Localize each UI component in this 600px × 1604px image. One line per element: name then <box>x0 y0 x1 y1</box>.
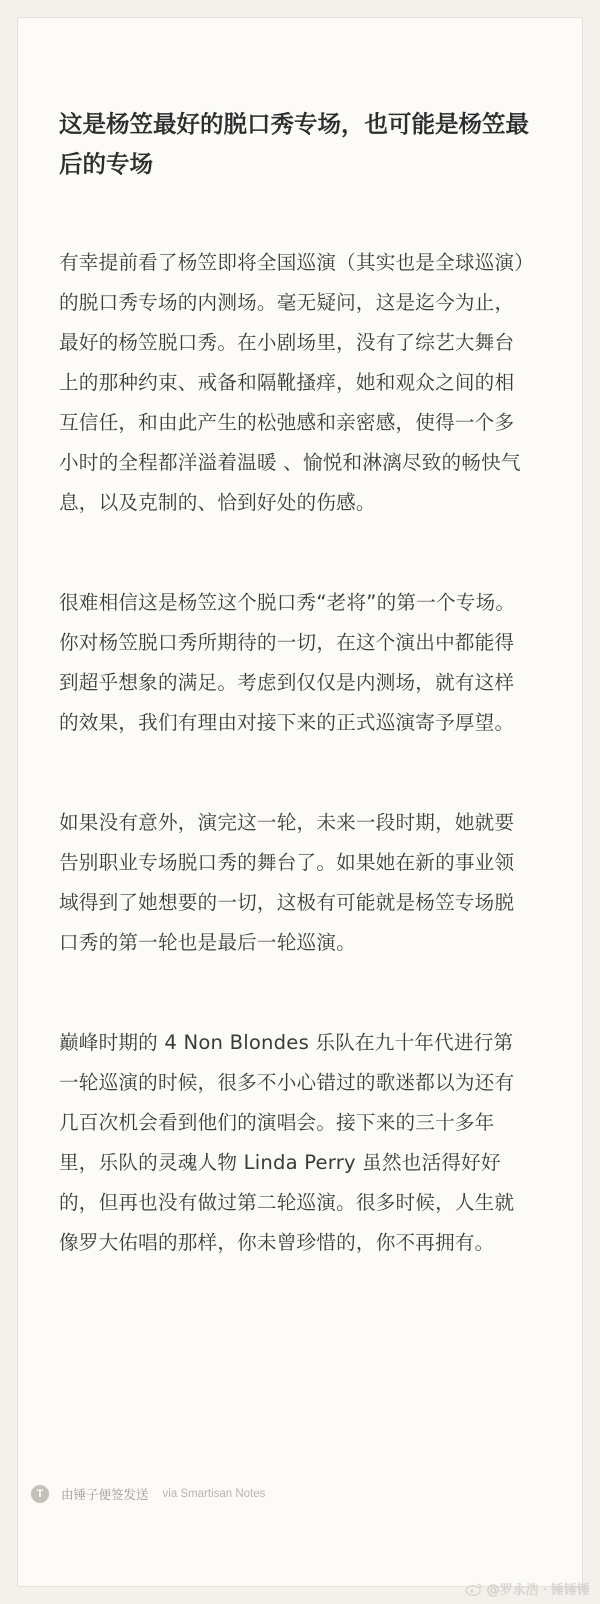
watermark-text: @罗永浩 · 锤锤锤 <box>486 1583 590 1598</box>
paragraph-1: 有幸提前看了杨笠即将全国巡演（其实也是全球巡演）的脱口秀专场的内测场。毫无疑问，这是迄今为止，最好的杨笠脱口秀。在小剧场里，没有了综艺大舞台上的那种约束、戒备和隔靴搔痒，她和观众之间的相互信任，和由此产生的松弛感和亲密感，使得一个多小时的全程都洋溢着温暖 、愉悦和淋漓尽致的畅快气息，以及克制的、恰到好处的伤感。 <box>59 251 525 514</box>
note-footer <box>31 1483 265 1505</box>
note-title: 这是杨笠最好的脱口秀专场，也可能是杨笠最后的专场 <box>59 110 529 178</box>
sent-from-label: 由锤子便签发送 <box>61 1487 149 1502</box>
via-app-label: via Smartisan Notes <box>162 1488 266 1500</box>
paragraph-4: 巅峰时期的 4 Non Blondes 乐队在九十年代进行第一轮巡演的时候，很多不小心错过的歌迷都以为还有几百次机会看到他们的演唱会。接下来的三十多年里，乐队的灵魂人物 Linda Perry 虽然也活得好好的，但再也没有做过第二轮巡演。很多时候，人生就像罗大佑唱的那样，你未曾珍惜的，你不再拥有。 <box>59 1031 515 1254</box>
note-body <box>59 243 529 1323</box>
paragraph-3: 如果没有意外，演完这一轮，未来一段时期，她就要告别职业专场脱口秀的舞台了。如果她在新的事业领域得到了她想要的一切，这极有可能就是杨笠专场脱口秀的第一轮也是最后一轮巡演。 <box>59 811 515 954</box>
smartisan-logo-icon: T <box>31 1485 49 1503</box>
note-card <box>17 17 583 1587</box>
weibo-watermark <box>465 1579 590 1598</box>
paragraph-2: 很难相信这是杨笠这个脱口秀“老将”的第一个专场。你对杨笠脱口秀所期待的一切，在这个演出中都能得到超乎想象的满足。考虑到仅仅是内测场，就有这样的效果，我们有理由对接下来的正式巡演寄予厚望。 <box>59 591 516 734</box>
weibo-logo-icon <box>465 1582 483 1596</box>
